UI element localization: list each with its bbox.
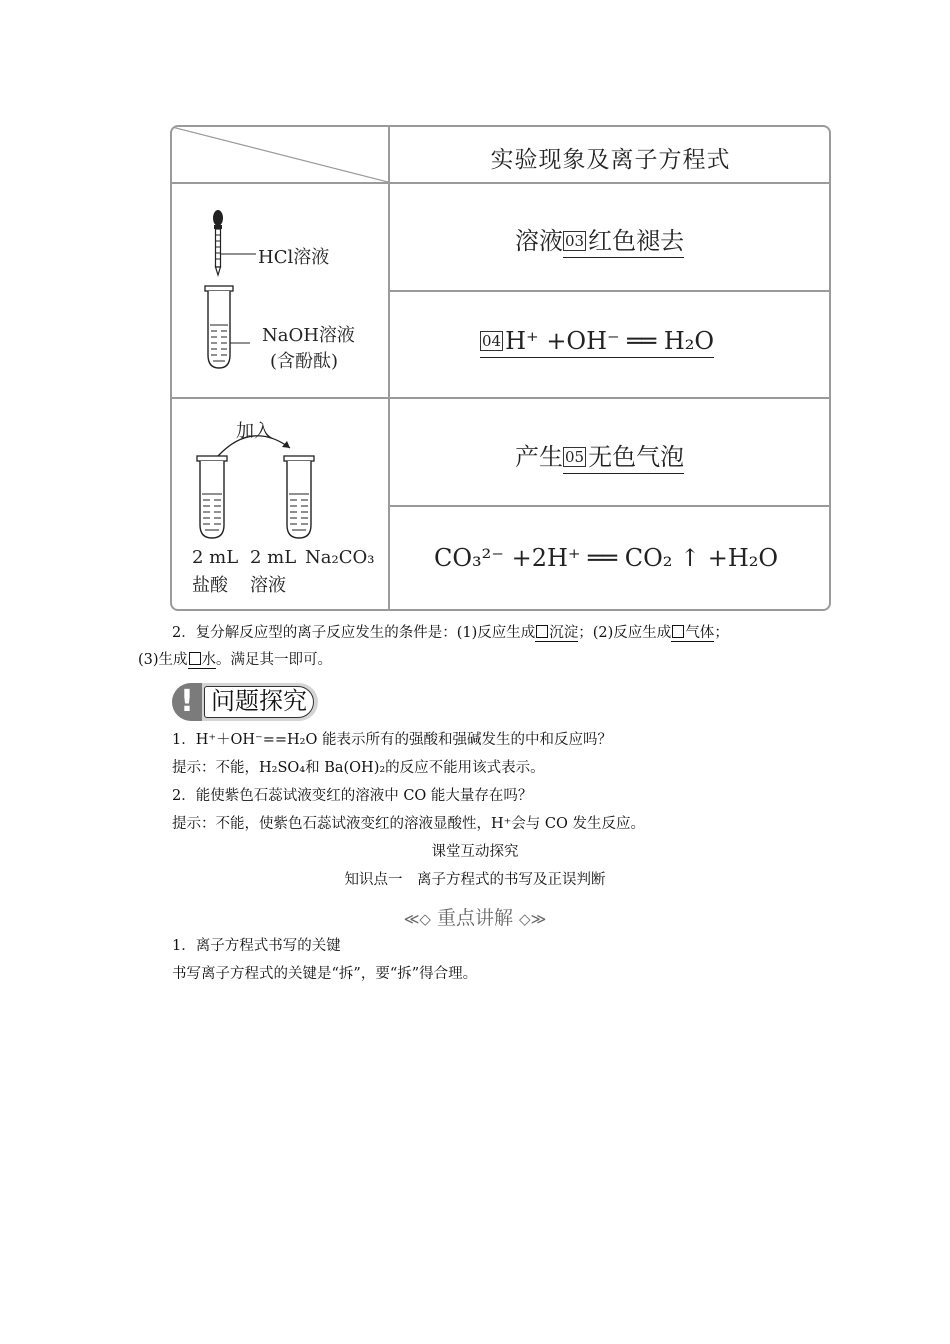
para2-text-a: 2．复分解反应型的离子反应发生的条件是：(1)反应生成: [172, 625, 536, 641]
double-chevron-left-icon: ≪◇: [403, 910, 431, 928]
answer-box: [189, 652, 201, 665]
row2-phenomenon-answer: 无色气泡: [588, 443, 685, 471]
answer-water: 水: [201, 652, 217, 668]
table-header: 实验现象及离子方程式: [490, 147, 731, 173]
point1-title: 1．离子方程式书写的关键: [172, 938, 341, 954]
phenolphthalein-note: (含酚酞): [270, 351, 339, 372]
para2-line1: [172, 621, 729, 642]
table-divider-vertical: [388, 127, 390, 609]
exclamation-icon: !: [172, 683, 202, 721]
answer-box: [672, 625, 684, 638]
para2-text-d: (3)生成: [138, 652, 188, 668]
row2-phenomenon: [515, 437, 684, 472]
para2-text-c: ；: [714, 625, 729, 641]
double-chevron-right-icon: ◇≫: [519, 910, 547, 928]
answer-number-04: 04: [482, 332, 502, 350]
answer-number-05: 05: [565, 448, 585, 466]
question-2: 2．能使紫色石蕊试液变红的溶液中 CO 能大量存在吗？: [172, 788, 533, 804]
hcl-label: HCl溶液: [258, 247, 330, 268]
experiment-table: [170, 125, 831, 611]
answer-number-03: 03: [565, 232, 585, 250]
tube2-chemical: Na₂CO₃: [305, 547, 375, 568]
tube2-name: 溶液: [250, 575, 286, 596]
section-title: 课堂互动探究: [431, 844, 519, 860]
knowledge-title: 知识点一 离子方程式的书写及正误判断: [344, 872, 606, 888]
answer-precipitate: 沉淀: [549, 625, 579, 641]
key-heading: [0, 903, 950, 930]
row1-phenomenon-answer: 红色褪去: [588, 227, 685, 255]
question-explore-badge: [172, 683, 318, 721]
badge-title: 问题探究: [204, 686, 314, 718]
para2-line2: [138, 648, 332, 669]
hint-1: 提示：不能，H₂SO₄和 Ba(OH)₂的反应不能用该式表示。: [172, 760, 545, 776]
row1-phenomenon-prefix: 溶液: [515, 227, 563, 255]
point1-text: 书写离子方程式的关键是“拆”，要“拆”得合理。: [172, 966, 478, 982]
header-diagonal: [172, 127, 388, 183]
para2-text-b: ；(2)反应生成: [578, 625, 672, 641]
table-divider-row1: [388, 290, 831, 292]
hint-2: 提示：不能，使紫色石蕊试液变红的溶液显酸性，H⁺会与 CO 发生反应。: [172, 816, 645, 832]
naoh-label: NaOH溶液: [262, 325, 355, 346]
tube1-name: 盐酸: [192, 575, 228, 596]
row1-equation: [480, 327, 714, 355]
key-heading-text: 重点讲解: [436, 907, 513, 929]
row1-phenomenon: [515, 221, 684, 256]
question-1: 1．H⁺＋OH⁻==H₂O 能表示所有的强酸和强碱发生的中和反应吗？: [172, 732, 612, 748]
para2-text-e: 。满足其一即可。: [216, 652, 333, 668]
answer-gas: 气体: [685, 625, 715, 641]
row1-equation-text: H⁺ +OH⁻ ══ H₂O: [505, 327, 715, 355]
row2-phenomenon-prefix: 产生: [515, 443, 563, 471]
answer-box: [536, 625, 548, 638]
add-arrow-label: 加入: [236, 421, 272, 442]
tube2-volume: 2 mL: [250, 547, 297, 568]
table-divider-row2: [388, 505, 831, 507]
row2-equation: CO₃²⁻ +2H⁺ ══ CO₂ ↑ +H₂O: [434, 544, 779, 572]
tube1-volume: 2 mL: [192, 547, 239, 568]
